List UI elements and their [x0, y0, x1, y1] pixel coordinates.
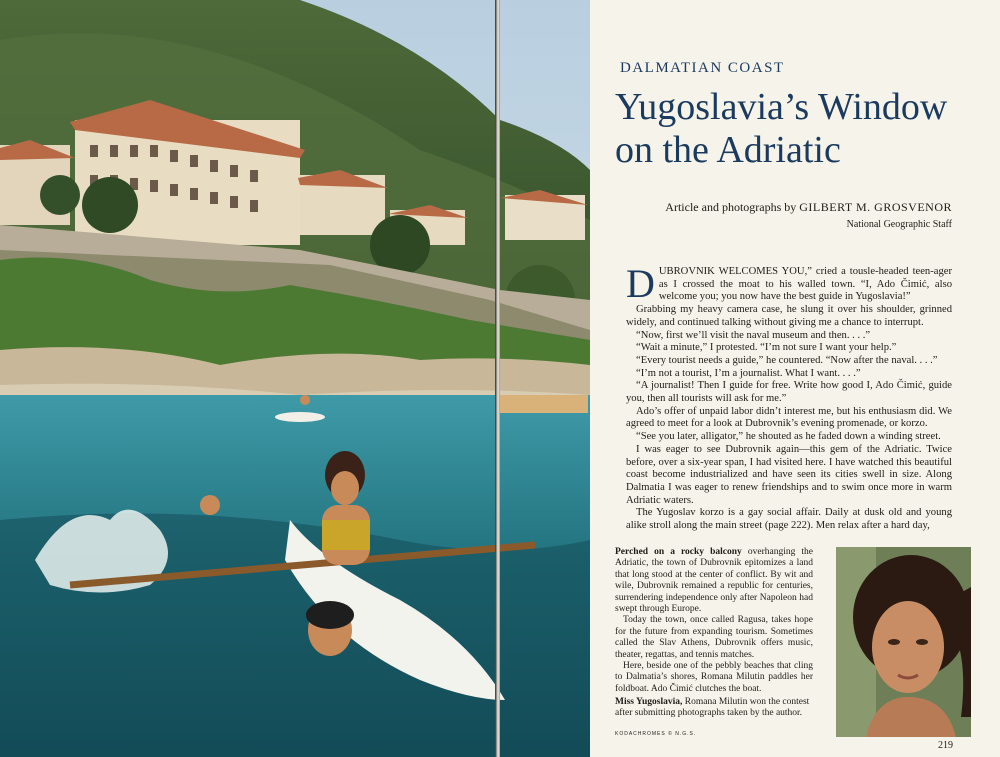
page-gutter — [495, 0, 500, 757]
caption-paragraph-1: Perched on a rocky balcony overhanging the Adriatic, the town of Dubrovnik epitomizes a land that long stood at the center of conflict. By wit and wile, Dubrovnik remained a republic for centuries, surrendering independence only after Napoleon had swept through Europe. — [615, 547, 814, 615]
title-line-1: Yugoslavia’s Window — [615, 86, 948, 128]
paragraph-1: DUBROVNIK WELCOMES YOU,” cried a tousle-headed teen-ager as I crossed the moat to his walled town. “I, Ado Čimić, also welcome you; you now have the best guide in Yugoslavia!” — [626, 261, 952, 306]
paragraph-8: Ado’s offer of unpaid labor didn’t interest me, but his enthusiasm did. We agreed to meet for a look at Dubrovnik’s evening promenade, or korzo. — [626, 405, 952, 430]
portrait-photograph — [836, 547, 971, 737]
paragraph-6: “I’m not a tourist, I’m a journalist. What I want. . . .” — [636, 367, 861, 379]
caption-paragraph-2: Today the town, once called Ragusa, takes hope for the future from expanding tourism. Sometimes called the Slav Athens, Dubrovnik offers music, theater, regattas, and tennis matches. — [615, 615, 813, 660]
photo-credit: KODACHROMES © N.G.S. — [615, 731, 697, 737]
drop-cap: D — [626, 261, 655, 306]
paragraph-9: “See you later, alligator,” he shouted as he faded down a winding street. — [636, 431, 941, 443]
paragraph-7: “A journalist! Then I guide for free. Write how good I, Ado Čimić, guide you, then all tourists will ask for me.” — [626, 380, 952, 405]
paragraph-3: “Now, first we’ll visit the naval museum and then. . . .” — [636, 329, 871, 341]
article-kicker: DALMATIAN COAST — [620, 60, 785, 76]
caption-lead: Perched on a rocky balcony — [615, 547, 742, 557]
paragraph-2: Grabbing my heavy camera case, he slung it over his shoulder, grinned widely, and continued talking without giving me a chance to interrupt. — [626, 304, 952, 328]
author-affiliation: National Geographic Staff — [846, 219, 952, 230]
page-number: 219 — [938, 740, 953, 751]
portrait-caption-lead: Miss Yugoslavia, — [615, 697, 683, 707]
article-title — [615, 86, 995, 172]
article-body — [626, 261, 952, 533]
paragraph-4: “Wait a minute,” I protested. “I’m not sure I want your help.” — [636, 342, 897, 354]
byline — [665, 200, 952, 215]
portrait-caption: Miss Yugoslavia, Romana Milutin won the contest after submitting photographs taken by the author. — [615, 697, 810, 719]
author-name: GILBERT M. GROSVENOR — [799, 200, 952, 214]
byline-prefix: Article and photographs by — [665, 200, 797, 214]
photo-caption — [615, 547, 813, 695]
title-line-2: on the Adriatic — [615, 129, 841, 171]
paragraph-10: I was eager to see Dubrovnik again—this gem of the Adriatic. Twice before, over a six-year span, I had visited here. I have watched this beautiful coast become industrialized and have seen its cities swell in size. Along Dalmatia I was eager to renew friendships and to swim once more in warm Adriatic waters. — [626, 443, 952, 506]
caption-paragraph-3: Here, beside one of the pebbly beaches that cling to Dalmatia’s shores, Romana Milutin paddles her foldboat. Ado Čimić clutches the boat. — [615, 661, 813, 694]
paragraph-11: The Yugoslav korzo is a gay social affair. Daily at dusk old and young alike stroll along the main street (page 222). Men relax after a hard day, — [626, 507, 952, 532]
paragraph-5: “Every tourist needs a guide,” he countered. “Now after the naval. . . .” — [636, 354, 938, 366]
